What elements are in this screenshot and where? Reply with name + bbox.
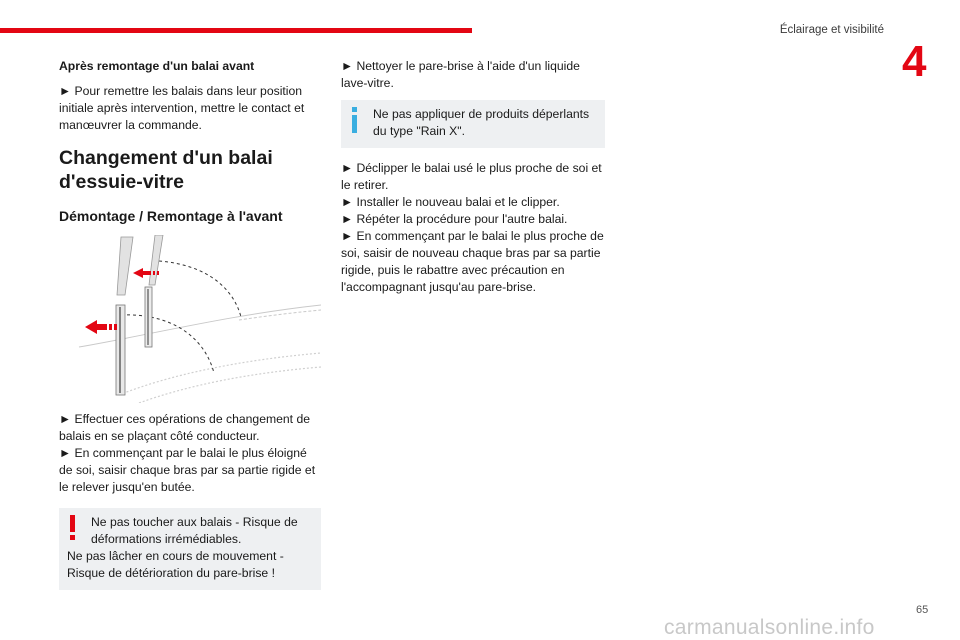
step-paragraph: ► Déclipper le balai usé le plus proche de soi et le retirer. [341,161,602,192]
step-paragraph: ► Effectuer ces opérations de changement de balais en se plaçant côté conducteur. [59,412,311,443]
intro-paragraph: ► Pour remettre les balais dans leur position initiale après intervention, mettre le contact et manœuvrer la commande. [59,84,305,132]
sub-heading: Après remontage d'un balai avant [59,59,255,73]
right-column [341,58,605,296]
warning-text: Ne pas toucher aux balais - Risque de déformations irrémédiables. [91,515,298,546]
step-paragraph: ► Nettoyer le pare-brise à l'aide d'un liquide lave-vitre. [341,59,580,90]
info-text: Ne pas appliquer de produits déperlants du type "Rain X". [373,107,590,138]
warning-text: Ne pas lâcher en cours de mouvement - Risque de détérioration du pare-brise ! [67,549,284,580]
warning-icon [69,515,76,541]
section-title: Éclairage et visibilité [779,24,884,36]
subsection-heading: Démontage / Remontage à l'avant [59,208,283,224]
step-paragraph: ► Répéter la procédure pour l'autre balai. [341,212,568,226]
section-heading: Changement d'un balai d'essuie-vitre [59,147,273,193]
wiper-blade-illustration [59,235,321,403]
info-box [341,100,605,148]
step-paragraph: ► En commençant par le balai le plus proche de soi, saisir de nouveau chaque bras par sa partie rigide, puis le rabattre avec précaution en l'accompagnant jusqu'au pare-brise. [341,229,604,294]
page-number: 65 [916,604,929,616]
step-paragraph: ► En commençant par le balai le plus éloigné de soi, saisir chaque bras par sa partie rigide et le relever jusqu'en butée. [59,446,316,494]
left-column [59,58,321,590]
info-icon [351,107,358,133]
watermark: carmanualsonline.info [664,616,875,639]
warning-box [59,508,321,590]
header-accent-bar [0,28,472,33]
chapter-number: 4 [902,37,927,86]
step-paragraph: ► Installer le nouveau balai et le clipper. [341,195,560,209]
